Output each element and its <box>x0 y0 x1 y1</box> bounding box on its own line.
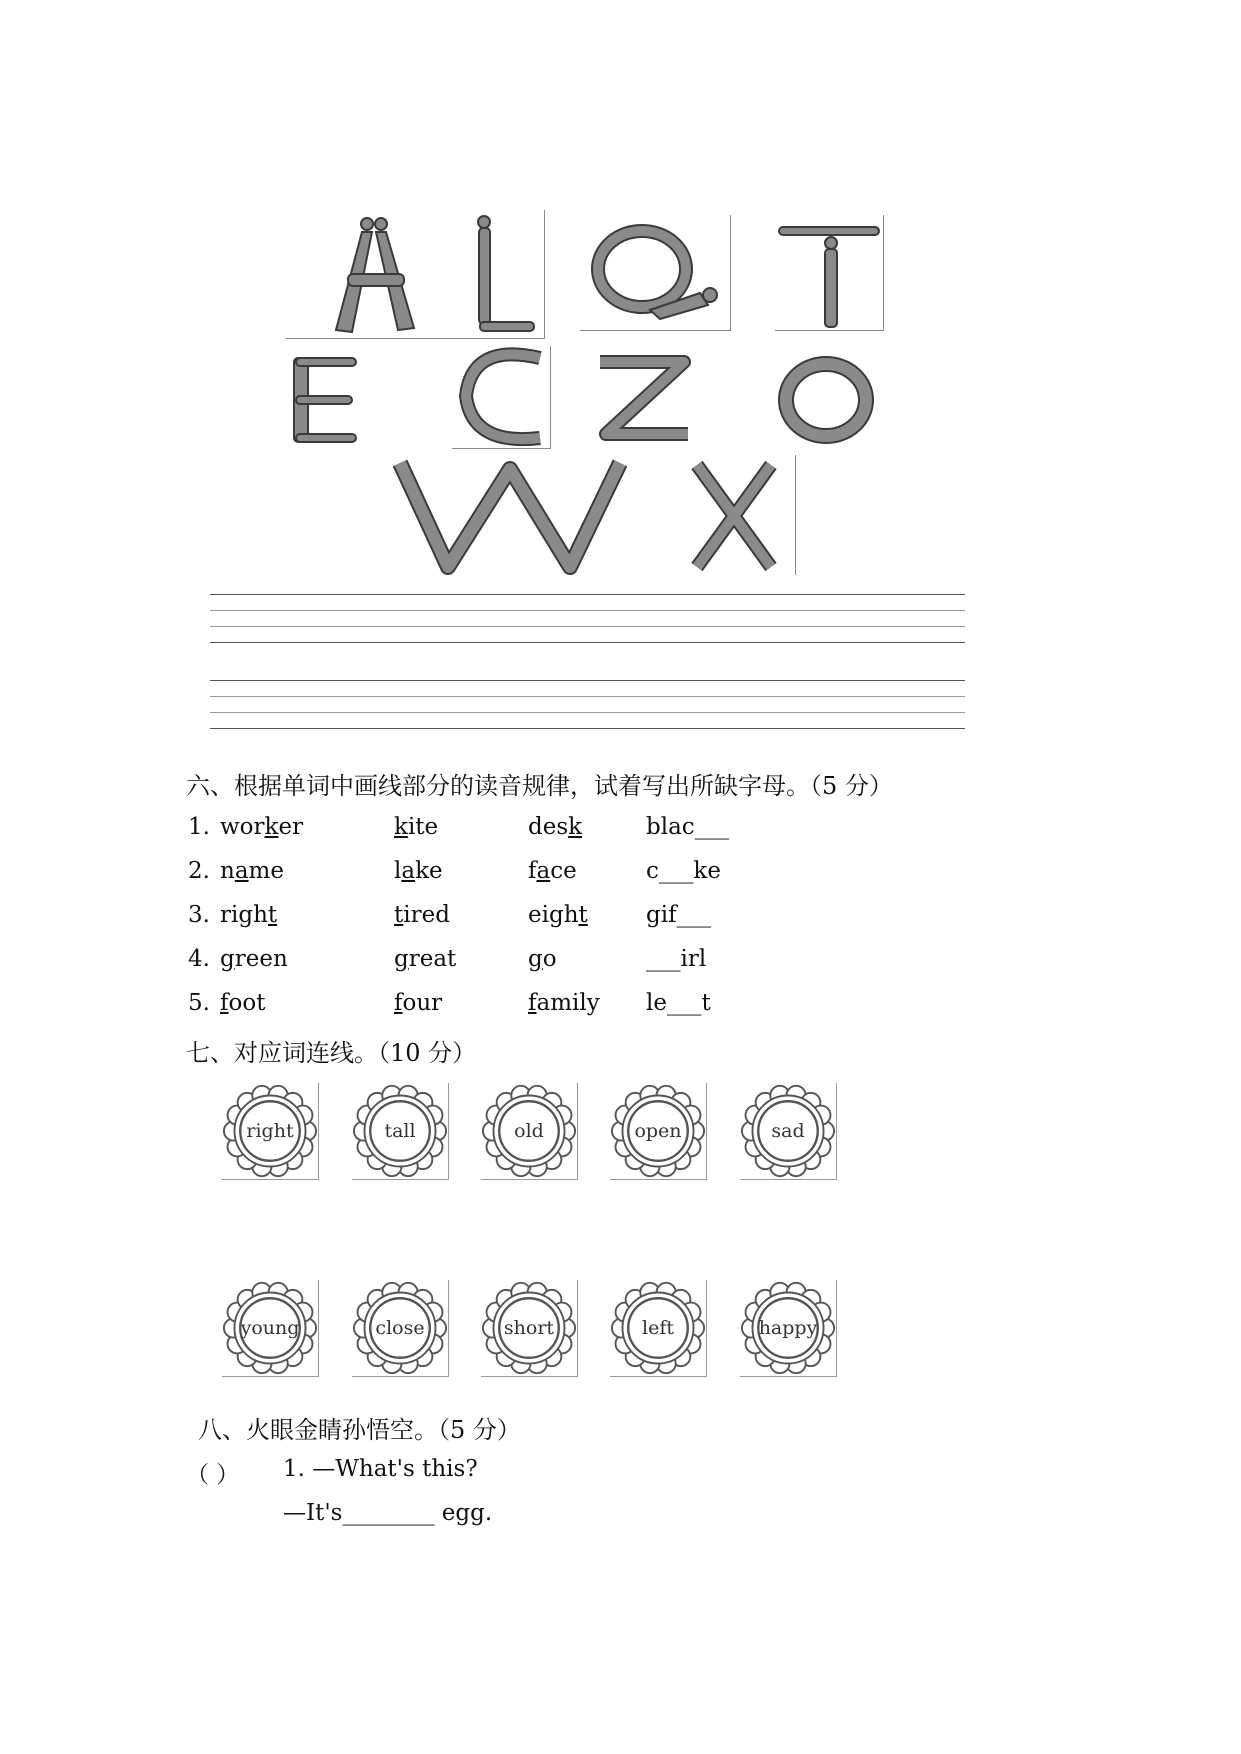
figure-letter-W <box>390 455 630 575</box>
figure-letter-O <box>772 350 880 448</box>
phonics-row <box>188 814 808 848</box>
word-part: our <box>402 990 443 1016</box>
word-part: righ <box>220 902 268 928</box>
phonics-row <box>188 902 808 936</box>
word-part: oot <box>228 990 266 1016</box>
example-word <box>394 814 438 840</box>
example-word <box>220 990 265 1016</box>
fill-in-word[interactable]: c___ke <box>646 858 721 884</box>
figure-letter-X <box>675 455 796 575</box>
flower-word-label: young <box>240 1317 300 1339</box>
letter-L-figure <box>470 210 542 338</box>
word-part: eigh <box>528 902 579 928</box>
word-part: reen <box>234 946 288 972</box>
underlined-letters: g <box>220 946 235 972</box>
flower-word-label: tall <box>384 1120 416 1142</box>
letter-T-figure <box>775 215 883 330</box>
word-part: o <box>542 946 557 972</box>
word-part: er <box>278 814 304 840</box>
figure-letter-L <box>470 210 542 338</box>
example-word <box>528 990 600 1016</box>
letter-E-figure <box>286 350 366 448</box>
flower-word-label: happy <box>758 1317 818 1339</box>
flower-word-label: close <box>375 1317 425 1339</box>
underlined-letters: a <box>234 858 249 884</box>
row-number: 1. <box>188 814 210 840</box>
ruled-line <box>210 642 965 643</box>
figure-letter-Z <box>592 350 696 448</box>
underlined-letters: k <box>394 814 408 840</box>
underlined-letters: g <box>394 946 409 972</box>
example-word <box>528 946 557 972</box>
letter-Z-figure <box>592 350 696 448</box>
row-number: 4. <box>188 946 210 972</box>
flower-word-label: left <box>642 1317 674 1339</box>
flower-word-label: short <box>503 1317 555 1339</box>
example-word <box>220 858 284 884</box>
word-part: amily <box>536 990 600 1016</box>
question1-prompt: 1. —What's this? <box>283 1456 478 1482</box>
figure-letter-T <box>775 215 884 331</box>
word-flower[interactable] <box>740 1083 837 1180</box>
example-word <box>528 858 577 884</box>
example-word <box>528 814 582 840</box>
word-flower[interactable] <box>222 1280 319 1377</box>
ruled-line <box>210 728 965 729</box>
fill-in-word[interactable]: le___t <box>646 990 711 1016</box>
example-word <box>394 946 456 972</box>
example-word <box>220 946 288 972</box>
word-part: des <box>528 814 569 840</box>
word-part: ired <box>403 902 450 928</box>
flower-word-label: open <box>634 1120 682 1142</box>
letter-X-figure <box>675 455 795 575</box>
word-flower[interactable] <box>610 1280 707 1377</box>
letter-C-figure <box>452 346 550 448</box>
phonics-row <box>188 990 808 1024</box>
section6-heading: 六、根据单词中画线部分的读音规律，试着写出所缺字母。（5 分） <box>186 772 893 800</box>
fill-in-word[interactable]: gif___ <box>646 902 712 928</box>
word-flower[interactable] <box>740 1280 837 1377</box>
word-part: wor <box>220 814 265 840</box>
word-flower[interactable] <box>481 1083 578 1180</box>
word-part: ite <box>407 814 439 840</box>
section8-heading: 八、火眼金睛孙悟空。（5 分） <box>198 1416 521 1444</box>
example-word <box>220 902 277 928</box>
question1-answer-paren[interactable]: （ ） <box>186 1462 240 1488</box>
question1-fill-blank[interactable]: —It's________ egg. <box>283 1500 493 1526</box>
underlined-letters: t <box>267 902 278 928</box>
underlined-letters: g <box>528 946 543 972</box>
figure-letter-Q <box>580 215 731 331</box>
fill-in-word[interactable]: blac___ <box>646 814 730 840</box>
ruled-line <box>210 610 965 611</box>
underlined-letters: f <box>394 990 403 1016</box>
letter-Q-figure <box>580 215 730 330</box>
row-number: 3. <box>188 902 210 928</box>
flower-word-label: old <box>514 1120 544 1142</box>
phonics-row <box>188 946 808 980</box>
example-word <box>394 990 442 1016</box>
word-part: f <box>528 858 537 884</box>
figure-letter-E <box>286 350 366 448</box>
ruled-line <box>210 696 965 697</box>
section7-heading: 七、对应词连线。（10 分） <box>186 1039 477 1067</box>
word-flower[interactable] <box>352 1083 449 1180</box>
word-flower[interactable] <box>222 1083 319 1180</box>
word-flower[interactable] <box>610 1083 707 1180</box>
ruled-line <box>210 712 965 713</box>
word-flower[interactable] <box>481 1280 578 1377</box>
underlined-letters: a <box>536 858 551 884</box>
example-word <box>528 902 588 928</box>
word-part: ce <box>550 858 577 884</box>
underlined-letters: t <box>394 902 404 928</box>
underlined-letters: k <box>568 814 583 840</box>
letter-O-figure <box>772 350 880 448</box>
flower-word-label: sad <box>771 1120 805 1142</box>
ruled-line <box>210 626 965 627</box>
word-part: n <box>220 858 235 884</box>
row-number: 5. <box>188 990 210 1016</box>
ruled-line <box>210 594 965 595</box>
example-word <box>394 902 450 928</box>
row-number: 2. <box>188 858 210 884</box>
fill-in-word[interactable]: ___irl <box>646 946 707 972</box>
underlined-letters: f <box>528 990 537 1016</box>
letter-W-figure <box>390 455 630 575</box>
underlined-letters: a <box>401 858 416 884</box>
word-part: ke <box>415 858 443 884</box>
ruled-line <box>210 680 965 681</box>
underlined-letters: f <box>220 990 229 1016</box>
word-part: reat <box>408 946 457 972</box>
example-word <box>394 858 443 884</box>
flower-word-label: right <box>246 1120 294 1142</box>
word-flower[interactable] <box>352 1280 449 1377</box>
word-part: me <box>248 858 284 884</box>
word-part: l <box>394 858 402 884</box>
figure-letter-C <box>452 346 551 449</box>
phonics-row <box>188 858 808 892</box>
underlined-letters: t <box>578 902 588 928</box>
example-word <box>220 814 303 840</box>
underlined-letters: k <box>264 814 279 840</box>
